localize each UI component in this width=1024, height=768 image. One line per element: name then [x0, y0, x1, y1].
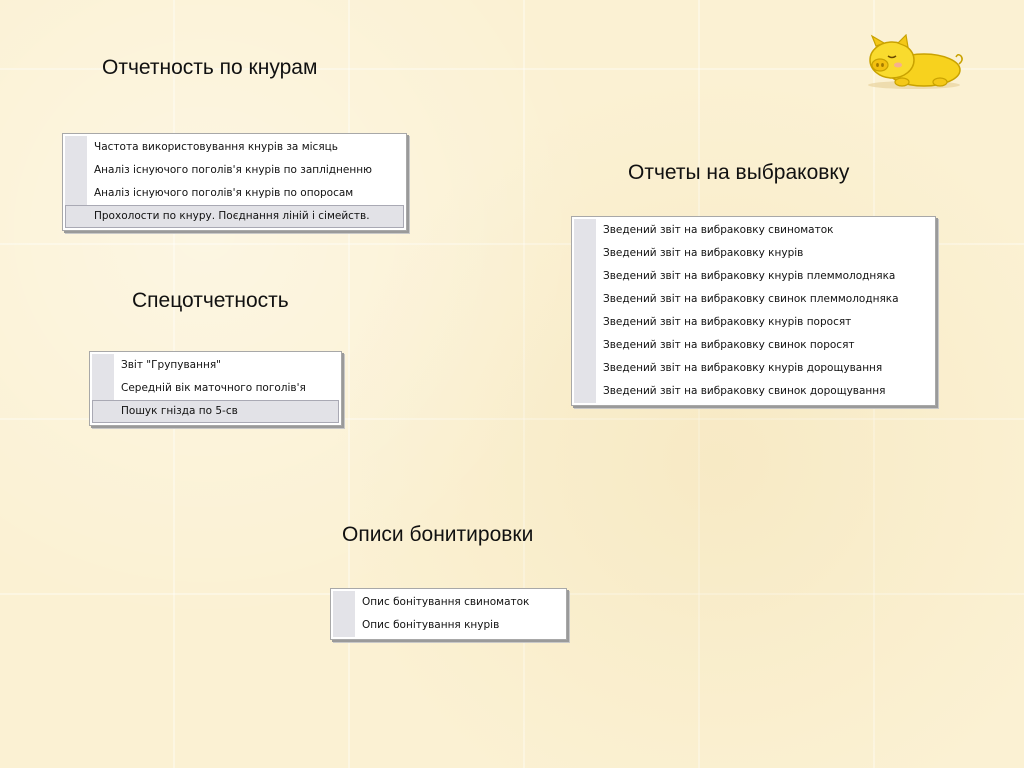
heading-special-reports: Спецотчетность [132, 289, 289, 312]
menu-item-cull-piglet-gilts[interactable]: Зведений звіт на вибраковку свинок поросят [603, 339, 855, 351]
menu-item-cull-sows[interactable]: Зведений звіт на вибраковку свиноматок [603, 224, 834, 236]
menu-item-cull-piglet-boars[interactable]: Зведений звіт на вибраковку кнурів поросят [603, 316, 852, 328]
menu-item-cull-boars[interactable]: Зведений звіт на вибраковку кнурів [603, 247, 804, 259]
heading-grading-lists: Описи бонитировки [342, 523, 534, 546]
menu-item-cull-grower-gilts[interactable]: Зведений звіт на вибраковку свинок дорощування [603, 385, 886, 397]
menu-item-cull-grower-boars[interactable]: Зведений звіт на вибраковку кнурів дорощування [603, 362, 883, 374]
sleeping-pig-icon [862, 34, 966, 90]
menu-item-grading-boars[interactable]: Опис бонітування кнурів [362, 619, 500, 631]
menu-item-grouping-report[interactable]: Звіт "Групування" [121, 359, 221, 371]
menu-item-cull-young-boars[interactable]: Зведений звіт на вибраковку кнурів племмолодняка [603, 270, 896, 282]
special-reports-menu [89, 351, 342, 426]
heading-culling-reports: Отчеты на выбраковку [628, 161, 850, 184]
menu-item-litter-search[interactable]: Пошук гнізда по 5-св [92, 400, 339, 423]
menu-item-boar-farrowing-analysis[interactable]: Аналіз існуючого поголів'я кнурів по опоросам [94, 187, 354, 199]
menu-item-cull-young-gilts[interactable]: Зведений звіт на вибраковку свинок племмолодняка [603, 293, 899, 305]
menu-item-average-sow-age[interactable]: Середній вік маточного поголів'я [121, 382, 306, 394]
boar-reports-menu [62, 133, 407, 231]
menu-item-boar-usage-frequency[interactable]: Частота використовування кнурів за місяць [94, 141, 338, 153]
menu-item-boar-barren-lines[interactable]: Прохолости по кнуру. Поєднання ліній і сімейств. [65, 205, 404, 228]
culling-reports-menu [571, 216, 936, 406]
menu-item-grading-sows[interactable]: Опис бонітування свиноматок [362, 596, 530, 608]
menu-item-boar-insemination-analysis[interactable]: Аналіз існуючого поголів'я кнурів по заплідненню [94, 164, 372, 176]
grading-lists-menu [330, 588, 567, 640]
heading-boar-reports: Отчетность по кнурам [102, 56, 318, 79]
